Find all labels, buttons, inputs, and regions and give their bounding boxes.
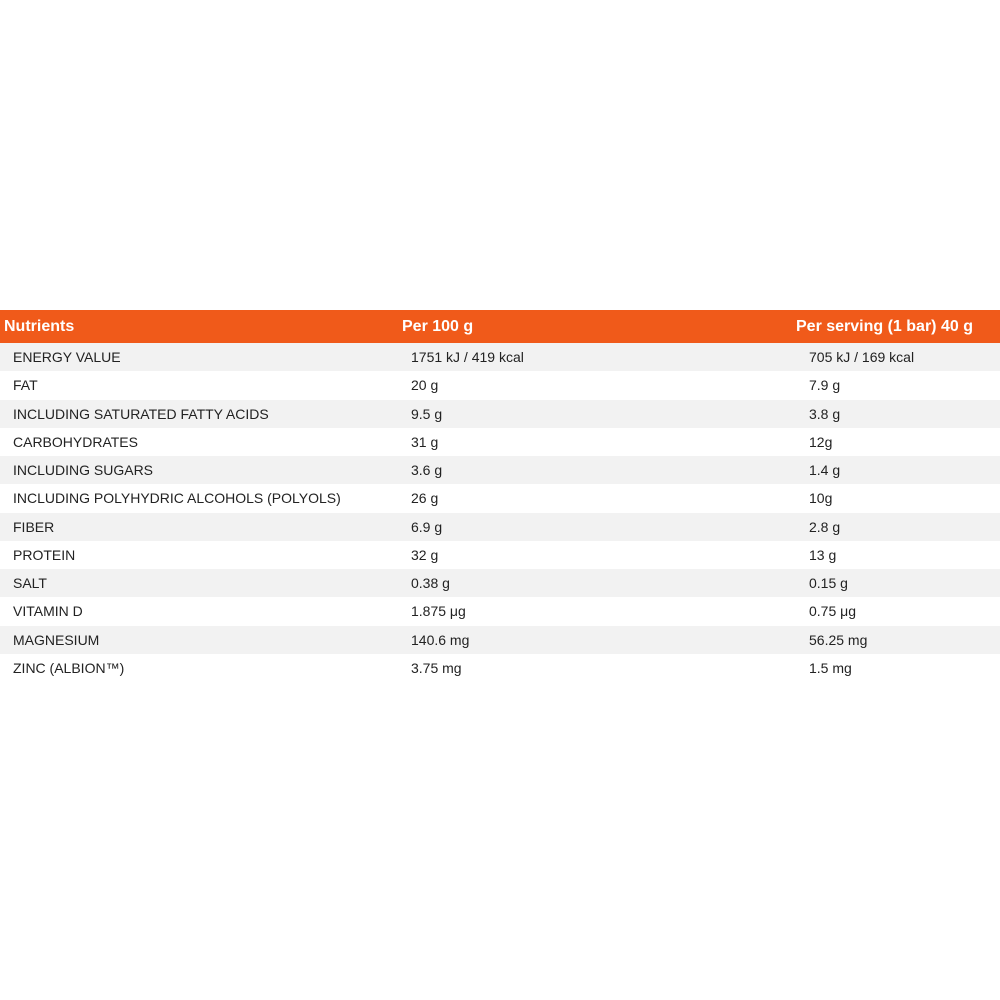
nutrient-name: CARBOHYDRATES <box>13 433 138 450</box>
header-nutrients: Nutrients <box>4 317 75 335</box>
value-per-100g: 32 g <box>411 546 439 563</box>
value-per-serving: 7.9 g <box>809 377 841 394</box>
nutrient-name: ZINC (ALBION™) <box>13 659 125 676</box>
nutrient-name: FIBER <box>13 518 55 535</box>
value-per-serving: 10g <box>809 490 833 507</box>
table-row <box>0 654 1000 682</box>
table-row <box>0 428 1000 456</box>
table-row <box>0 484 1000 512</box>
nutrient-name: INCLUDING SATURATED FATTY ACIDS <box>13 405 269 422</box>
table-header <box>0 310 1000 343</box>
value-per-serving: 12g <box>809 433 833 450</box>
table-row <box>0 456 1000 484</box>
value-per-100g: 31 g <box>411 433 439 450</box>
value-per-serving: 56.25 mg <box>809 631 868 648</box>
value-per-100g: 26 g <box>411 490 439 507</box>
value-per-100g: 6.9 g <box>411 518 443 535</box>
value-per-serving: 3.8 g <box>809 405 841 422</box>
value-per-serving: 1.5 mg <box>809 659 852 676</box>
value-per-100g: 1.875 μg <box>411 603 466 620</box>
value-per-serving: 0.15 g <box>809 575 848 592</box>
table-row <box>0 626 1000 654</box>
table-row <box>0 513 1000 541</box>
nutrient-name: FAT <box>13 377 38 394</box>
nutrient-name: INCLUDING SUGARS <box>13 462 154 479</box>
nutrition-table <box>0 310 1000 682</box>
nutrient-name: SALT <box>13 575 47 592</box>
table-row <box>0 541 1000 569</box>
value-per-100g: 3.6 g <box>411 462 443 479</box>
table-row <box>0 597 1000 625</box>
header-per-serving: Per serving (1 bar) 40 g <box>796 317 973 335</box>
value-per-100g: 0.38 g <box>411 575 450 592</box>
nutrient-name: VITAMIN D <box>13 603 83 620</box>
table-row <box>0 400 1000 428</box>
nutrient-name: MAGNESIUM <box>13 631 100 648</box>
header-per-100g: Per 100 g <box>402 317 474 335</box>
value-per-serving: 1.4 g <box>809 462 841 479</box>
table-row <box>0 569 1000 597</box>
value-per-serving: 705 kJ / 169 kcal <box>809 349 915 366</box>
value-per-100g: 1751 kJ / 419 kcal <box>411 349 524 366</box>
nutrient-name: INCLUDING POLYHYDRIC ALCOHOLS (POLYOLS) <box>13 490 341 507</box>
value-per-serving: 0.75 μg <box>809 603 856 620</box>
nutrient-name: ENERGY VALUE <box>13 349 121 366</box>
value-per-serving: 2.8 g <box>809 518 841 535</box>
table-row <box>0 371 1000 399</box>
value-per-serving: 13 g <box>809 546 837 563</box>
value-per-100g: 3.75 mg <box>411 659 462 676</box>
table-row <box>0 343 1000 371</box>
value-per-100g: 20 g <box>411 377 439 394</box>
nutrient-name: PROTEIN <box>13 546 76 563</box>
value-per-100g: 140.6 mg <box>411 631 470 648</box>
table-body <box>0 343 1000 682</box>
value-per-100g: 9.5 g <box>411 405 443 422</box>
